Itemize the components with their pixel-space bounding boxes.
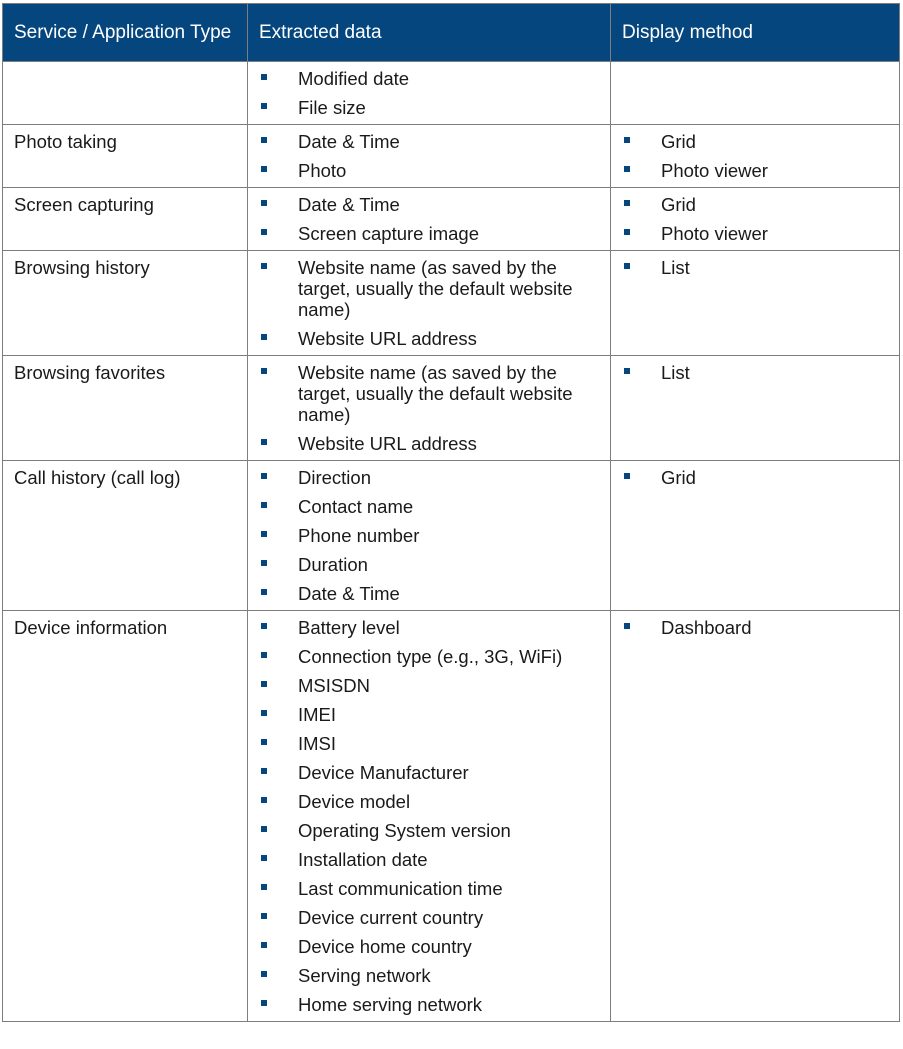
extracted-data-item xyxy=(259,994,600,1015)
extracted-data-item xyxy=(259,223,600,244)
square-bullet-icon xyxy=(624,166,630,172)
display-method-item xyxy=(622,194,889,215)
list-item-text: Date & Time xyxy=(298,194,400,215)
extracted-data-cell xyxy=(248,251,611,356)
square-bullet-icon xyxy=(624,200,630,206)
square-bullet-icon xyxy=(261,913,267,919)
list-item-text: Installation date xyxy=(298,849,428,870)
bullet-list xyxy=(259,362,600,454)
table-body xyxy=(3,62,900,1022)
extracted-data-item xyxy=(259,68,600,89)
square-bullet-icon xyxy=(624,623,630,629)
square-bullet-icon xyxy=(261,739,267,745)
square-bullet-icon xyxy=(624,263,630,269)
square-bullet-icon xyxy=(261,884,267,890)
list-item-text: Contact name xyxy=(298,496,414,517)
list-item-text: Grid xyxy=(661,467,696,488)
extracted-data-item xyxy=(259,257,600,320)
extracted-data-cell xyxy=(248,356,611,461)
square-bullet-icon xyxy=(624,473,630,479)
extracted-data-item xyxy=(259,554,600,575)
list-item-text: Last communication time xyxy=(298,878,503,899)
list-item-text: Photo viewer xyxy=(661,223,768,244)
list-item-text: Grid xyxy=(661,131,696,152)
square-bullet-icon xyxy=(261,473,267,479)
square-bullet-icon xyxy=(261,103,267,109)
header-service-type: Service / Application Type xyxy=(3,4,248,62)
extracted-data-cell xyxy=(248,611,611,1022)
list-item-text: Serving network xyxy=(298,965,431,986)
extracted-data-item xyxy=(259,496,600,517)
list-item-text: IMEI xyxy=(298,704,337,725)
list-item-text: Operating System version xyxy=(298,820,511,841)
list-item-text: File size xyxy=(298,97,366,118)
list-item-text: Date & Time xyxy=(298,131,400,152)
square-bullet-icon xyxy=(261,681,267,687)
list-item-text: Device Manufacturer xyxy=(298,762,469,783)
extracted-data-item xyxy=(259,820,600,841)
display-method-cell xyxy=(611,125,900,188)
display-method-cell xyxy=(611,188,900,251)
table-row xyxy=(3,461,900,611)
display-method-item xyxy=(622,617,889,638)
list-item-text: Photo xyxy=(298,160,347,181)
bullet-list xyxy=(622,467,889,488)
list-item-text: Grid xyxy=(661,194,696,215)
bullet-list xyxy=(622,194,889,244)
extracted-data-item xyxy=(259,525,600,546)
extracted-data-item xyxy=(259,704,600,725)
table-row xyxy=(3,62,900,125)
square-bullet-icon xyxy=(261,200,267,206)
table-header-row xyxy=(3,4,900,62)
list-item-text: Device home country xyxy=(298,936,472,957)
service-type-cell: Call history (call log) xyxy=(3,461,248,611)
list-item-text: Device model xyxy=(298,791,411,812)
square-bullet-icon xyxy=(261,166,267,172)
square-bullet-icon xyxy=(261,710,267,716)
square-bullet-icon xyxy=(261,826,267,832)
list-item-text: Date & Time xyxy=(298,583,400,604)
list-item-text: List xyxy=(661,362,690,383)
square-bullet-icon xyxy=(261,971,267,977)
list-item-text: Device current country xyxy=(298,907,484,928)
square-bullet-icon xyxy=(261,768,267,774)
display-method-item xyxy=(622,160,889,181)
list-item-text: Website URL address xyxy=(298,433,477,454)
list-item-text: Photo viewer xyxy=(661,160,768,181)
table-row xyxy=(3,356,900,461)
list-item-text: List xyxy=(661,257,690,278)
table-row xyxy=(3,251,900,356)
square-bullet-icon xyxy=(261,531,267,537)
square-bullet-icon xyxy=(261,229,267,235)
extracted-data-item xyxy=(259,878,600,899)
extracted-data-item xyxy=(259,965,600,986)
header-extracted-data: Extracted data xyxy=(248,4,611,62)
display-method-cell xyxy=(611,356,900,461)
extracted-data-item xyxy=(259,907,600,928)
extracted-data-item xyxy=(259,467,600,488)
bullet-list xyxy=(259,131,600,181)
bullet-list xyxy=(259,68,600,118)
extracted-data-cell xyxy=(248,188,611,251)
square-bullet-icon xyxy=(261,368,267,374)
square-bullet-icon xyxy=(624,229,630,235)
list-item-text: Phone number xyxy=(298,525,420,546)
list-item-text: Duration xyxy=(298,554,368,575)
bullet-list xyxy=(259,257,600,349)
extracted-data-item xyxy=(259,675,600,696)
bullet-list xyxy=(259,194,600,244)
extracted-data-item xyxy=(259,194,600,215)
square-bullet-icon xyxy=(261,855,267,861)
extracted-data-cell xyxy=(248,62,611,125)
bullet-list xyxy=(259,467,600,604)
list-item-text: Website name (as saved by the target, usually the default website name) xyxy=(298,257,573,320)
extracted-data-item xyxy=(259,617,600,638)
list-item-text: Screen capture image xyxy=(298,223,479,244)
square-bullet-icon xyxy=(261,502,267,508)
square-bullet-icon xyxy=(261,623,267,629)
list-item-text: Website name (as saved by the target, usually the default website name) xyxy=(298,362,573,425)
square-bullet-icon xyxy=(261,797,267,803)
list-item-text: Direction xyxy=(298,467,371,488)
table-row xyxy=(3,125,900,188)
square-bullet-icon xyxy=(624,137,630,143)
service-type-cell: Browsing history xyxy=(3,251,248,356)
service-type-cell: Screen capturing xyxy=(3,188,248,251)
bullet-list xyxy=(259,617,600,1015)
list-item-text: IMSI xyxy=(298,733,337,754)
extracted-data-item xyxy=(259,160,600,181)
service-type-cell xyxy=(3,62,248,125)
list-item-text: MSISDN xyxy=(298,675,370,696)
display-method-item xyxy=(622,467,889,488)
list-item-text: Dashboard xyxy=(661,617,752,638)
display-method-cell xyxy=(611,461,900,611)
service-type-cell: Browsing favorites xyxy=(3,356,248,461)
square-bullet-icon xyxy=(261,589,267,595)
extracted-data-item xyxy=(259,131,600,152)
list-item-text: Connection type (e.g., 3G, WiFi) xyxy=(298,646,563,667)
square-bullet-icon xyxy=(261,560,267,566)
service-type-cell: Photo taking xyxy=(3,125,248,188)
bullet-list xyxy=(622,131,889,181)
display-method-cell xyxy=(611,611,900,1022)
table-row xyxy=(3,611,900,1022)
square-bullet-icon xyxy=(261,137,267,143)
display-method-item xyxy=(622,257,889,278)
display-method-cell xyxy=(611,251,900,356)
service-data-table xyxy=(2,3,900,1022)
square-bullet-icon xyxy=(261,263,267,269)
extracted-data-item xyxy=(259,362,600,425)
extracted-data-item xyxy=(259,97,600,118)
extracted-data-item xyxy=(259,646,600,667)
list-item-text: Website URL address xyxy=(298,328,477,349)
extracted-data-item xyxy=(259,433,600,454)
square-bullet-icon xyxy=(261,942,267,948)
square-bullet-icon xyxy=(261,334,267,340)
service-type-cell: Device information xyxy=(3,611,248,1022)
display-method-cell xyxy=(611,62,900,125)
extracted-data-item xyxy=(259,791,600,812)
extracted-data-item xyxy=(259,583,600,604)
extracted-data-cell xyxy=(248,125,611,188)
bullet-list xyxy=(622,257,889,278)
list-item-text: Modified date xyxy=(298,68,410,89)
list-item-text: Battery level xyxy=(298,617,400,638)
header-display-method: Display method xyxy=(611,4,900,62)
square-bullet-icon xyxy=(261,439,267,445)
extracted-data-item xyxy=(259,762,600,783)
extracted-data-item xyxy=(259,328,600,349)
square-bullet-icon xyxy=(624,368,630,374)
table-row xyxy=(3,188,900,251)
bullet-list xyxy=(622,617,889,638)
square-bullet-icon xyxy=(261,1000,267,1006)
extracted-data-item xyxy=(259,849,600,870)
bullet-list xyxy=(622,362,889,383)
list-item-text: Home serving network xyxy=(298,994,483,1015)
display-method-item xyxy=(622,131,889,152)
extracted-data-item xyxy=(259,733,600,754)
display-method-item xyxy=(622,362,889,383)
display-method-item xyxy=(622,223,889,244)
extracted-data-item xyxy=(259,936,600,957)
extracted-data-cell xyxy=(248,461,611,611)
square-bullet-icon xyxy=(261,652,267,658)
square-bullet-icon xyxy=(261,74,267,80)
